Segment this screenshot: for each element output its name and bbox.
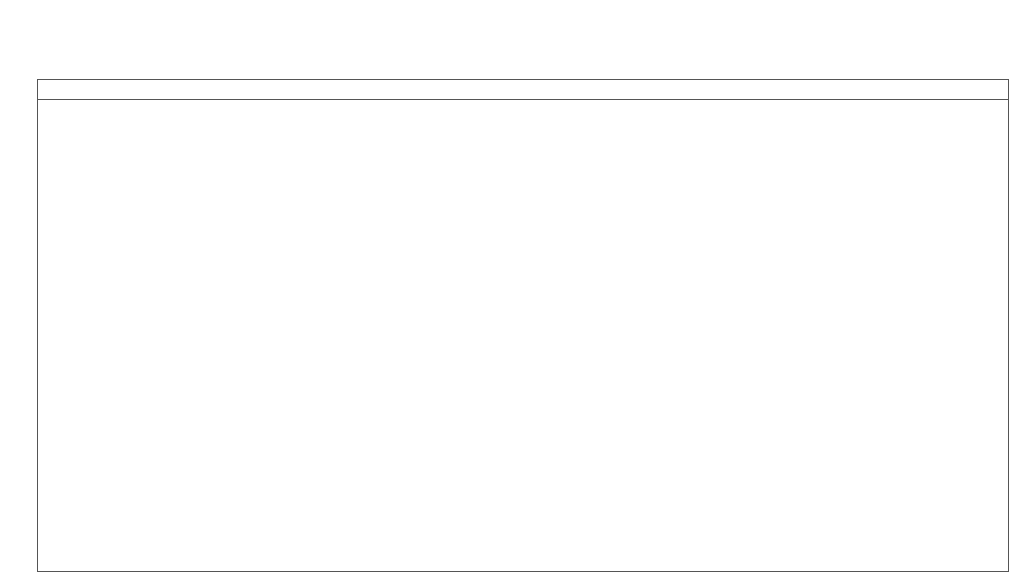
calendar-grid	[37, 66, 1009, 572]
day-header-row	[37, 79, 1009, 100]
calendar-body	[37, 100, 1009, 572]
day-name-row	[37, 66, 1009, 79]
